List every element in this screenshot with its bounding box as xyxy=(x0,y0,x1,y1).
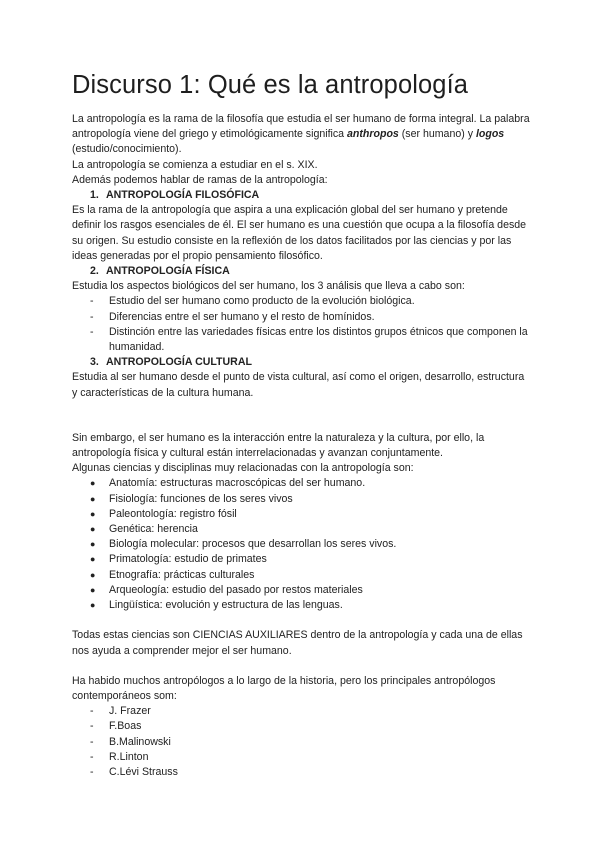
list-item xyxy=(72,294,532,309)
list-item xyxy=(72,310,532,325)
branch-heading-cultural xyxy=(72,355,532,370)
list-item-text: Fisiología: funciones de los seres vivos xyxy=(109,492,293,505)
bullet-marker: ● xyxy=(90,584,96,595)
branch-number: 2. xyxy=(90,265,99,278)
dash-marker: - xyxy=(90,310,94,323)
dash-marker: - xyxy=(90,705,94,718)
bullet-marker: ● xyxy=(90,600,96,611)
sciences-intro: Algunas ciencias y disciplinas muy relacionadas con la antropología son: xyxy=(72,462,414,475)
anthropologists-list xyxy=(72,704,532,780)
branch-heading-physical xyxy=(72,264,532,279)
dash-marker: - xyxy=(90,295,94,308)
list-item-text: Paleontología: registro fósil xyxy=(109,507,237,520)
list-item-text: F.Boas xyxy=(109,720,142,733)
branch-text-physical: Estudia los aspectos biológicos del ser humano, los 3 análisis que lleva a cabo son: xyxy=(72,280,465,293)
branch-text-philosophical: Es la rama de la antropología que aspira a una explicación global del ser humano y pretende definir los rasgos esenciales de él. El ser humano es una cuestión que ocupa a la filosofía desde su origen. Su estudio consiste en la reflexión de los datos facilitados por las ciencias y por las ideas generadas por el propio pensamiento filosófico. xyxy=(72,204,527,262)
anthropologists-intro: Ha habido muchos antropólogos a lo largo de la historia, pero los principales antropólogos contemporáneos som: xyxy=(72,674,496,702)
list-item-text: Etnografía: prácticas culturales xyxy=(109,568,255,581)
dash-marker: - xyxy=(90,750,94,763)
list-item xyxy=(72,492,532,507)
list-item-text: B.Malinowski xyxy=(109,735,171,748)
intro-century: La antropología se comienza a estudiar en el s. XIX. xyxy=(72,158,318,171)
dash-marker: - xyxy=(90,735,94,748)
intro-text-1: La antropología es la rama de la filosofía que estudia el ser humano de forma integral. La palabra antropología viene del griego y etimológicamente significa xyxy=(72,113,530,141)
list-item-text: Distinción entre las variedades físicas entre los distintos grupos étnicos que componen la humanidad. xyxy=(109,325,528,354)
list-item xyxy=(72,325,532,355)
bullet-marker: ● xyxy=(90,508,96,519)
bullet-marker: ● xyxy=(90,554,96,565)
bullet-marker: ● xyxy=(90,524,96,535)
list-item xyxy=(72,719,532,734)
list-item xyxy=(72,750,532,765)
term-anthropos: anthropos xyxy=(347,128,399,141)
list-item xyxy=(72,598,532,613)
physical-analyses-list xyxy=(72,294,532,355)
document-page xyxy=(72,70,532,780)
list-item xyxy=(72,507,532,522)
document-title: Discurso 1: Qué es la antropología xyxy=(72,71,469,99)
branch-title: ANTROPOLOGÍA FILOSÓFICA xyxy=(106,189,260,202)
branch-number: 3. xyxy=(90,356,99,369)
intro-text-2: (ser humano) y xyxy=(398,128,476,141)
bullet-marker: ● xyxy=(90,493,96,504)
list-item xyxy=(72,704,532,719)
list-item xyxy=(72,765,532,780)
intro-text-3: (estudio/conocimiento). xyxy=(72,143,182,156)
term-logos: logos xyxy=(475,128,505,141)
branch-number: 1. xyxy=(90,189,99,202)
list-item xyxy=(72,537,532,552)
dash-marker: - xyxy=(90,325,94,338)
list-item-text: C.Lévi Strauss xyxy=(109,765,178,778)
list-item-text: Lingüística: evolución y estructura de las lenguas. xyxy=(109,599,343,612)
intro-branches: Además podemos hablar de ramas de la antropología: xyxy=(72,173,328,186)
auxiliary-paragraph: Todas estas ciencias son CIENCIAS AUXILIARES dentro de la antropología y cada una de ellas nos ayuda a comprender mejor el ser humano. xyxy=(72,629,523,657)
interaction-paragraph: Sin embargo, el ser humano es la interacción entre la naturaleza y la cultura, por ello, la antropología física y cultural están interrelacionadas y avanzan conjuntamente. xyxy=(72,431,485,460)
intro-paragraph xyxy=(72,112,532,158)
bullet-marker: ● xyxy=(90,569,96,580)
branch-heading-philosophical xyxy=(72,188,532,203)
list-item-text: R.Linton xyxy=(109,750,149,763)
list-item xyxy=(72,583,532,598)
bullet-marker: ● xyxy=(90,478,96,489)
dash-marker: - xyxy=(90,765,94,778)
list-item-text: Arqueología: estudio del pasado por restos materiales xyxy=(109,583,363,596)
branch-title: ANTROPOLOGÍA FÍSICA xyxy=(106,265,230,278)
list-item-text: Anatomía: estructuras macroscópicas del ser humano. xyxy=(109,477,366,490)
sciences-list xyxy=(72,476,532,613)
list-item xyxy=(72,476,532,491)
bullet-marker: ● xyxy=(90,539,96,550)
list-item xyxy=(72,735,532,750)
list-item-text: Diferencias entre el ser humano y el resto de homínidos. xyxy=(109,310,375,323)
list-item-text: Primatología: estudio de primates xyxy=(109,553,267,566)
list-item xyxy=(72,522,532,537)
list-item-text: Estudio del ser humano como producto de la evolución biológica. xyxy=(109,295,415,308)
dash-marker: - xyxy=(90,720,94,733)
list-item xyxy=(72,552,532,567)
list-item xyxy=(72,568,532,583)
branch-title: ANTROPOLOGÍA CULTURAL xyxy=(106,356,252,369)
list-item-text: Biología molecular: procesos que desarrollan los seres vivos. xyxy=(109,538,397,551)
list-item-text: Genética: herencia xyxy=(109,523,198,536)
list-item-text: J. Frazer xyxy=(109,705,151,718)
branch-text-cultural: Estudia al ser humano desde el punto de vista cultural, así como el origen, desarrollo, estructura y características de la cultura humana. xyxy=(72,371,525,399)
